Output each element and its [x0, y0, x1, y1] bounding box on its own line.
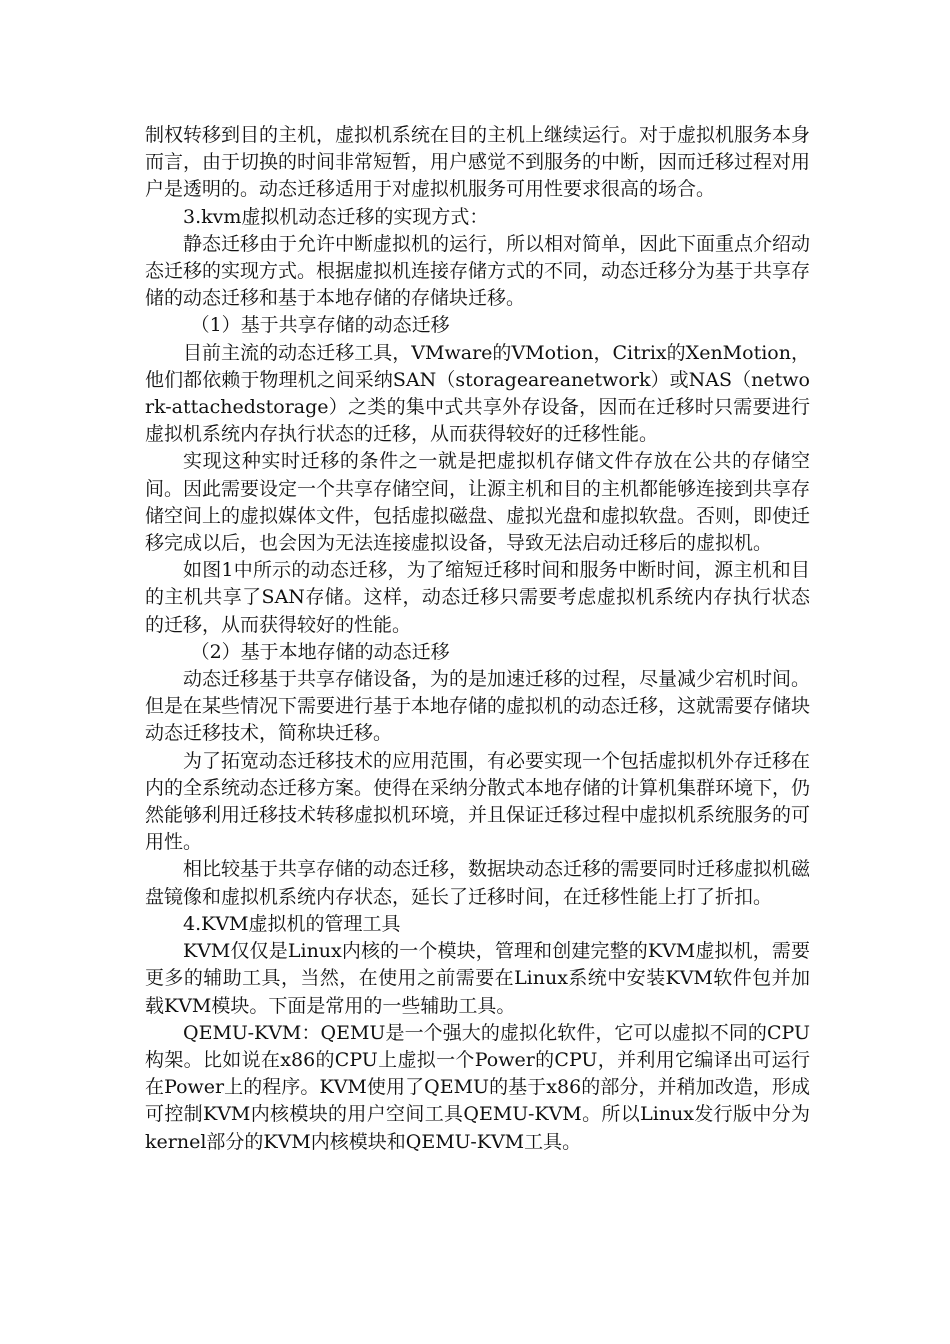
paragraph: 目前主流的动态迁移工具，VMware的VMotion，Citrix的XenMotion，他们都依赖于物理机之间采纳SAN（storageareanetwork）或NAS（network-attachedstorage）之类的集中式共享外存设备，因而在迁移时只需要进行虚拟机系统内存执行状态的迁移，从而获得较好的迁移性能。 — [145, 341, 810, 446]
paragraph: 实现这种实时迁移的条件之一就是把虚拟机存储文件存放在公共的存储空间。因此需要设定一个共享存储空间，让源主机和目的主机都能够连接到共享存储空间上的虚拟媒体文件，包括虚拟磁盘、虚拟光盘和虚拟软盘。否则，即使迁移完成以后，也会因为无法连接虚拟设备，导致无法启动迁移后的虚拟机。 — [145, 450, 811, 555]
document-page — [145, 122, 810, 1156]
section-heading-4: 4.KVM虚拟机的管理工具 — [183, 912, 401, 935]
paragraph: QEMU-KVM：QEMU是一个强大的虚拟化软件，它可以虚拟不同的CPU构架。比如说在x86的CPU上虚拟一个Power的CPU，并利用它编译出可运行在Power上的程序。KVM使用了QEMU的基于x86的部分，并稍加改造，形成可控制KVM内核模块的用户空间工具QEMU-KVM。所以Linux发行版中分为kernel部分的KVM内核模块和QEMU-KVM工具。 — [145, 1021, 810, 1153]
section-heading-3: 3.kvm虚拟机动态迁移的实现方式： — [183, 205, 489, 228]
paragraph: 相比较基于共享存储的动态迁移，数据块动态迁移的需要同时迁移虚拟机磁盘镜像和虚拟机系统内存状态，延长了迁移时间，在迁移性能上打了折扣。 — [145, 858, 811, 908]
paragraph: 静态迁移由于允许中断虚拟机的运行，所以相对简单，因此下面重点介绍动态迁移的实现方式。根据虚拟机连接存储方式的不同，动态迁移分为基于共享存储的动态迁移和基于本地存储的存储块迁移。 — [145, 232, 811, 310]
subsection-heading-1: （1）基于共享存储的动态迁移 — [190, 314, 450, 337]
paragraph-continued: 制权转移到目的主机，虚拟机系统在目的主机上继续运行。对于虚拟机服务本身而言，由于切换的时间非常短暂，用户感觉不到服务的中断，因而迁移过程对用户是透明的。动态迁移适用于对虚拟机服务可用性要求很高的场合。 — [145, 124, 811, 201]
paragraph: 如图1中所示的动态迁移，为了缩短迁移时间和服务中断时间，源主机和目的主机共享了SAN存储。这样，动态迁移只需要考虑虚拟机系统内存执行状态的迁移，从而获得较好的性能。 — [145, 559, 810, 636]
subsection-heading-2: （2）基于本地存储的动态迁移 — [190, 640, 450, 663]
paragraph: 动态迁移基于共享存储设备，为的是加速迁移的过程，尽量减少宕机时间。但是在某些情况下需要进行基于本地存储的虚拟机的动态迁移，这就需要存储块动态迁移技术，简称块迁移。 — [145, 668, 811, 745]
paragraph: KVM仅仅是Linux内核的一个模块，管理和创建完整的KVM虚拟机，需要更多的辅助工具，当然，在使用之前需要在Linux系统中安装KVM软件包并加载KVM模块。下面是常用的一些辅助工具。 — [145, 940, 810, 1017]
paragraph: 为了拓宽动态迁移技术的应用范围，有必要实现一个包括虚拟机外存迁移在内的全系统动态迁移方案。使得在采纳分散式本地存储的计算机集群环境下，仍然能够利用迁移技术转移虚拟机环境，并且保证迁移过程中虚拟机系统服务的可用性。 — [145, 749, 811, 854]
